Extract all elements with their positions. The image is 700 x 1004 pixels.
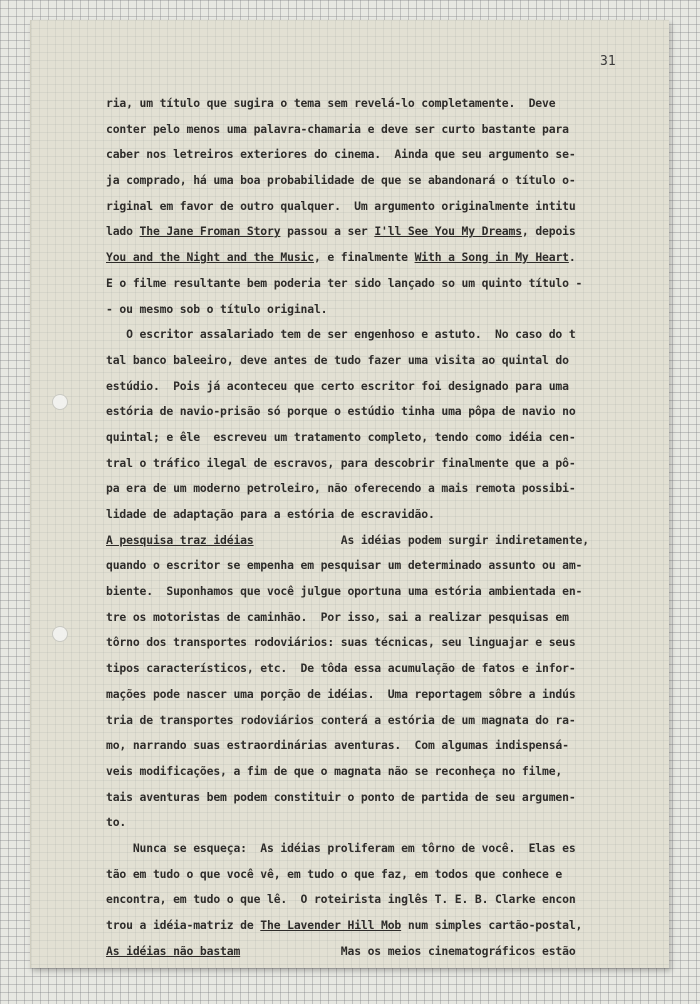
text-line xyxy=(106,528,646,554)
text-line: to. xyxy=(106,815,127,830)
text-line: riginal em favor de outro qualquer. Um argumento originalmente intitu xyxy=(106,198,576,213)
text-line xyxy=(106,913,646,939)
text-run: , depois xyxy=(521,224,576,239)
text-line: E o filme resultante bem poderia ter sido lançado so um quinto título - xyxy=(106,275,583,290)
text-line xyxy=(106,245,646,271)
text-run: trou a idéia-matriz de xyxy=(106,918,261,932)
text-run: lado xyxy=(106,224,140,239)
text-line: tre os motoristas de caminhão. Por isso, sai a realizar pesquisas em xyxy=(106,609,569,624)
text-line: encontra, em tudo o que lê. O roteirista inglês T. E. B. Clarke encon xyxy=(106,892,576,907)
text-line: - ou mesmo sob o título original. xyxy=(106,301,328,316)
page-number: 31 xyxy=(600,54,616,69)
text-line xyxy=(106,219,646,245)
text-line: tão em tudo o que você vê, em tudo o que faz, em todos que conhece e xyxy=(106,866,563,881)
body-text xyxy=(106,91,646,964)
text-line: mações pode nascer uma porção de idéias. Uma reportagem sôbre a indús xyxy=(106,686,576,701)
text-line: ja comprado, há uma boa probabilidade de que se abandonará o título o- xyxy=(106,173,576,188)
underlined-title: I'll See You My Dreams xyxy=(374,224,522,239)
underlined-title: A pesquisa traz idéias xyxy=(106,532,254,547)
text-line: lidade de adaptação para a estória de escravidão. xyxy=(106,507,435,521)
text-run: , e finalmente xyxy=(313,250,415,265)
text-line: quando o escritor se empenha em pesquisar um determinado assunto ou am- xyxy=(106,558,583,573)
text-line: tal banco baleeiro, deve antes de tudo fazer uma visita ao quintal do xyxy=(106,352,569,367)
punch-hole xyxy=(52,626,68,642)
text-line: tipos característicos, etc. De tôda essa acumulação de fatos e infor- xyxy=(106,661,576,676)
text-line: tral o tráfico ilegal de escravos, para descobrir finalmente que a pô- xyxy=(106,455,576,470)
text-line: veis modificações, a fim de que o magnata não se reconheça no filme, xyxy=(106,763,563,778)
text-line xyxy=(106,939,646,965)
text-line: pa era de um moderno petroleiro, não oferecendo a mais remota possibi- xyxy=(106,481,576,496)
text-run: passou a ser xyxy=(280,224,375,239)
text-line: estúdio. Pois já aconteceu que certo escritor foi designado para uma xyxy=(106,378,569,393)
text-line: O escritor assalariado tem de ser engenhoso e astuto. No caso do t xyxy=(106,327,576,342)
underlined-title: With a Song in My Heart xyxy=(414,250,569,265)
text-line: mo, narrando suas estraordinárias aventuras. Com algumas indispensá- xyxy=(106,738,569,753)
text-run: num simples cartão-postal, xyxy=(401,918,583,932)
underlined-title: As idéias não bastam xyxy=(106,943,241,958)
text-run: As idéias podem surgir indiretamente, xyxy=(253,532,589,547)
text-line: conter pelo menos uma palavra-chamaria e deve ser curto bastante para xyxy=(106,121,569,136)
underlined-title: The Lavender Hill Mob xyxy=(260,918,402,932)
text-line: tria de transportes rodoviários conterá a estória de um magnata do ra- xyxy=(106,712,576,727)
underlined-title: The Jane Froman Story xyxy=(139,224,281,239)
text-run: Mas os meios cinematográficos estão xyxy=(240,943,576,958)
text-line: tôrno dos transportes rodoviários: suas técnicas, seu linguajar e seus xyxy=(106,635,576,650)
punch-hole xyxy=(52,394,68,410)
text-line: estória de navio-prisão só porque o estúdio tinha uma pôpa de navio no xyxy=(106,404,576,419)
text-line: ria, um título que sugira o tema sem revelá-lo completamente. Deve xyxy=(106,96,556,110)
text-line: quintal; e êle escreveu um tratamento completo, tendo como idéia cen- xyxy=(106,429,576,444)
text-line: Nunca se esqueça: As idéias proliferam em tôrno de você. Elas es xyxy=(106,840,576,855)
text-line: tais aventuras bem podem constituir o ponto de partida de seu argumen- xyxy=(106,789,576,804)
text-line: caber nos letreiros exteriores do cinema. Ainda que seu argumento se- xyxy=(106,147,576,162)
underlined-title: You and the Night and the Music xyxy=(106,250,314,265)
text-run: . xyxy=(568,250,576,265)
text-line: biente. Suponhamos que você julgue oportuna uma estória ambientada en- xyxy=(106,584,583,599)
